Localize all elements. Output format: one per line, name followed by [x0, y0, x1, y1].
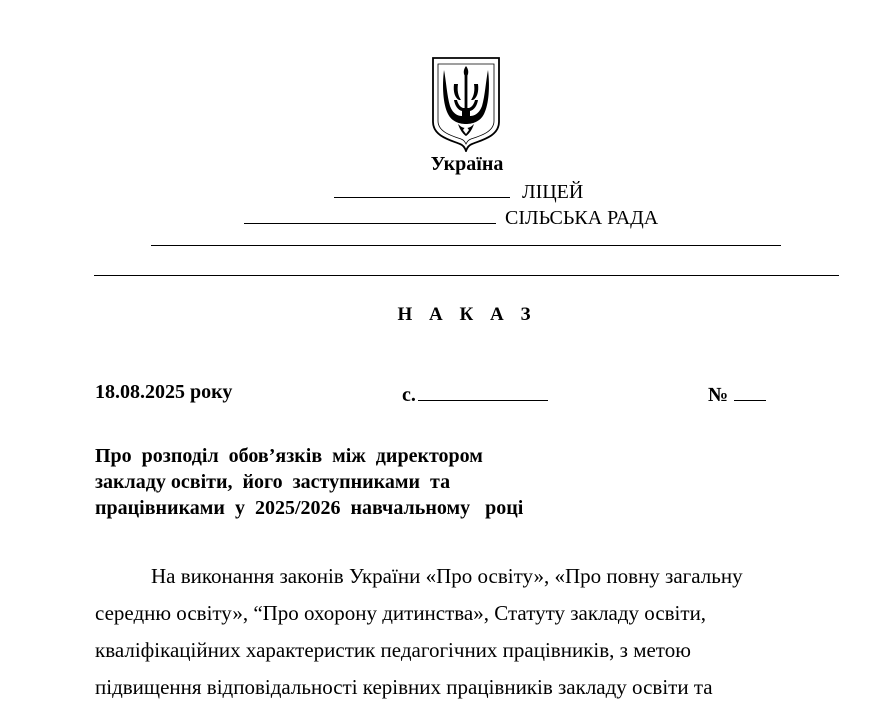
- subject-line: Про розподіл обов’язків між директором: [95, 445, 483, 467]
- body-line: підвищення відповідальності керівних працівників закладу освіти та: [95, 675, 713, 699]
- number-label: №: [708, 384, 729, 406]
- coat-of-arms-emblem: [430, 56, 502, 152]
- country-name: Україна: [430, 153, 504, 175]
- subject-line: працівниками у 2025/2026 навчальному році: [95, 497, 524, 519]
- header-divider: [94, 275, 839, 276]
- council-name-line: [244, 203, 658, 230]
- address-blank-line: [151, 245, 781, 246]
- place-blank: [418, 380, 548, 401]
- school-type: ЛІЦЕЙ: [522, 181, 584, 203]
- body-line: середню освіту», “Про охорону дитинства», Статуту закладу освіти,: [95, 601, 707, 625]
- subject-line: закладу освіти, його заступниками та: [95, 471, 451, 493]
- school-name-blank: [334, 177, 510, 198]
- council-type: СІЛЬСЬКА РАДА: [505, 207, 659, 229]
- document-title: Н А К А З: [397, 304, 537, 325]
- order-subject: [95, 443, 523, 521]
- council-name-blank: [244, 203, 496, 224]
- order-date: 18.08.2025 року: [95, 381, 233, 403]
- school-name-line: [334, 177, 583, 204]
- body-line: кваліфікаційних характеристик педагогічних працівників, з метою: [95, 638, 691, 662]
- place-prefix: с.: [402, 384, 416, 406]
- order-number: [708, 380, 766, 407]
- body-line: На виконання законів України «Про освіту», «Про повну загальну: [151, 564, 743, 588]
- order-place: [402, 380, 548, 407]
- number-blank: [734, 380, 766, 401]
